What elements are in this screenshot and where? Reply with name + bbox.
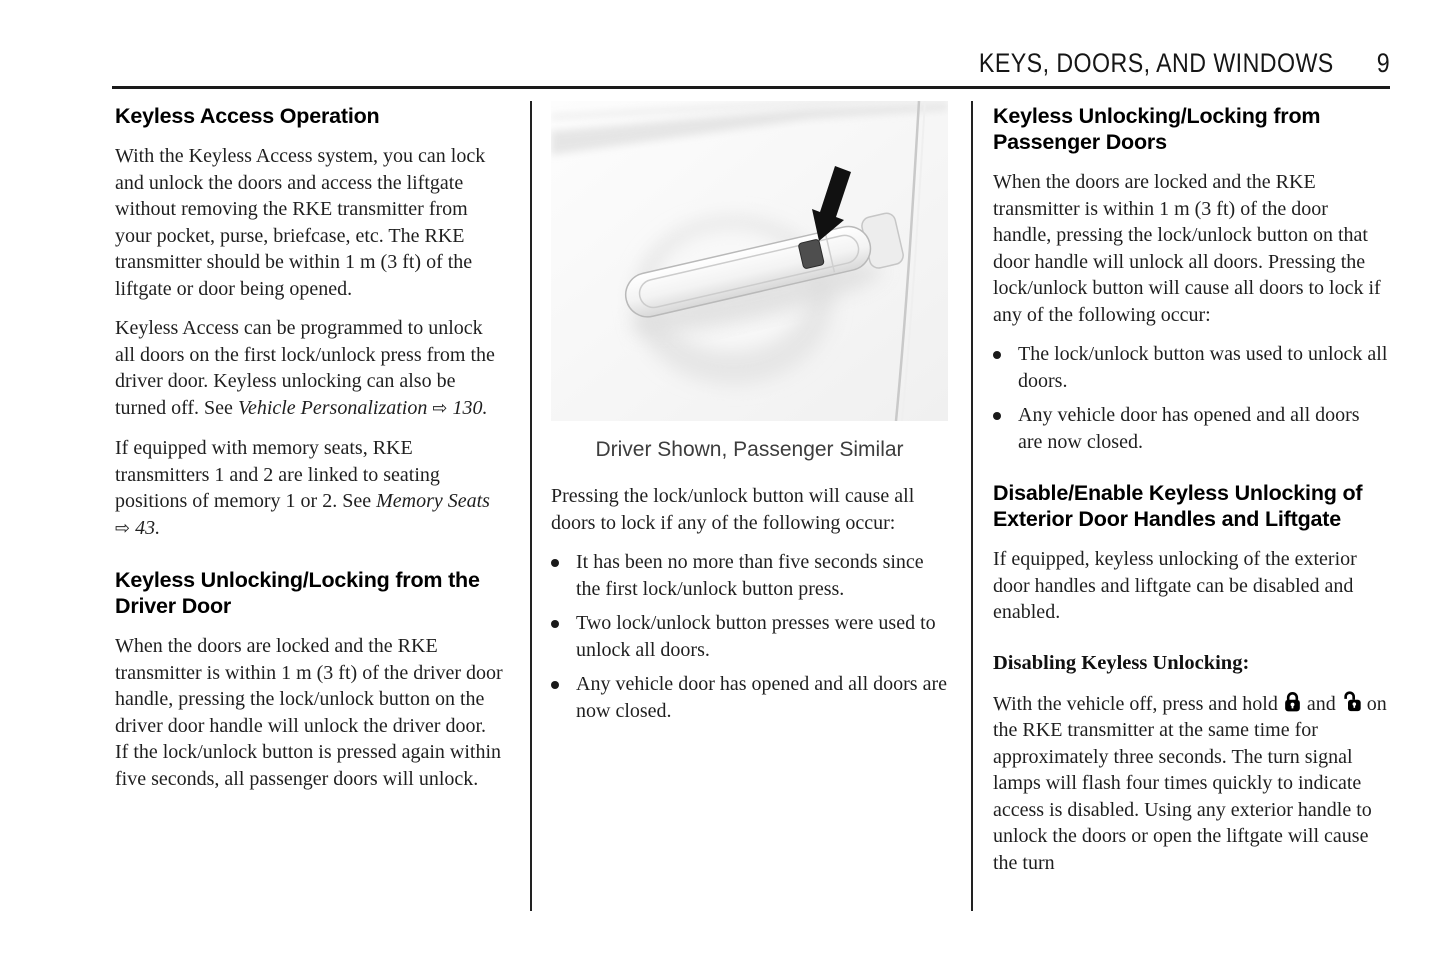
paragraph-text: If equipped with memory seats, RKE transmitters 1 and 2 are linked to seating positions of memory 1 or 2. See <box>115 437 440 512</box>
paragraph: When the doors are locked and the RKE transmitter is within 1 m (3 ft) of the door handle, pressing the lock/unlock button on that door handle will unlock all doors. Pressing the lock/unlock button will cause all doors to lock if any of the following occur: <box>993 171 1381 326</box>
figure-caption: Driver Shown, Passenger Similar <box>595 437 904 461</box>
list-item <box>551 549 948 602</box>
reference-arrow-icon: ⇨ <box>432 397 448 419</box>
page-number: 9 <box>1376 48 1390 78</box>
section-heading: Keyless Unlocking/Locking from Passenger Doors <box>993 104 1321 154</box>
padlock-open-icon <box>1341 690 1362 713</box>
paragraph-text: Keyless Access can be programmed to unlock all doors on the first lock/unlock press from the driver door. Keyless unlocking can also be turned off. See <box>115 317 495 419</box>
paragraph: Pressing the lock/unlock button will cause all doors to lock if any of the following occur: <box>551 485 915 534</box>
paragraph: When the doors are locked and the RKE transmitter is within 1 m (3 ft) of the driver door handle, pressing the lock/unlock button on the driver door handle will unlock the driver door. If the lock/unlock button is pressed again within five seconds, all passenger doors will unlock. <box>115 635 503 790</box>
page-header <box>112 0 1390 89</box>
bullet-icon <box>551 559 559 567</box>
section-heading: Keyless Access Operation <box>115 104 380 128</box>
paragraph-text: With the vehicle off, press and hold <box>993 692 1278 715</box>
column-right <box>993 101 1388 889</box>
bullet-list <box>993 341 1388 455</box>
list-item-text: It has been no more than five seconds since the first lock/unlock button press. <box>576 551 924 600</box>
bullet-icon <box>551 681 559 689</box>
section-heading: Disable/Enable Keyless Unlocking of Exterior Door Handles and Liftgate <box>993 481 1363 531</box>
column-divider <box>530 101 532 911</box>
cross-reference: Memory Seats <box>376 490 490 512</box>
paragraph: With the Keyless Access system, you can lock and unlock the doors and access the liftgate without removing the RKE transmitter from your pocket, purse, briefcase, etc. The RKE transmitter should be within 1 m (3 ft) of the liftgate or door being opened. <box>115 145 486 300</box>
padlock-closed-icon <box>1283 690 1302 713</box>
chapter-title: KEYS, DOORS, AND WINDOWS <box>978 48 1334 78</box>
reference-page: 130. <box>452 396 488 419</box>
list-item-text: Two lock/unlock button presses were used to unlock all doors. <box>576 612 936 661</box>
bullet-icon <box>993 412 1001 420</box>
bullet-icon <box>993 351 1001 359</box>
subsection-heading: Disabling Keyless Unlocking: <box>993 651 1250 674</box>
reference-page: 43. <box>135 516 161 539</box>
door-handle-illustration <box>551 101 948 421</box>
header-rule <box>112 86 1390 89</box>
list-item-text: Any vehicle door has opened and all doors are now closed. <box>1018 404 1360 453</box>
list-item <box>993 341 1388 394</box>
content-columns <box>115 101 1445 911</box>
paragraph <box>115 315 503 422</box>
column-middle <box>551 101 948 732</box>
cross-reference: Vehicle Personalization <box>237 396 428 419</box>
column-divider <box>971 101 973 911</box>
reference-arrow-icon: ⇨ <box>115 517 131 539</box>
paragraph-text: and <box>1306 692 1336 715</box>
list-item <box>551 610 948 663</box>
paragraph-text: on the RKE transmitter at the same time for approximately three seconds. The turn signal lamps will flash four times quickly to indicate access is disabled. Using any exterior handle to unlock the doors or open the liftgate will cause the turn <box>993 692 1387 874</box>
bullet-list <box>551 549 948 724</box>
door-handle-figure <box>551 101 948 463</box>
column-left <box>115 101 503 805</box>
paragraph <box>993 690 1388 877</box>
list-item-text: Any vehicle door has opened and all doors are now closed. <box>576 673 947 722</box>
bullet-icon <box>551 620 559 628</box>
section-heading: Keyless Unlocking/Locking from the Driver Door <box>115 568 480 618</box>
list-item <box>551 671 948 724</box>
list-item-text: The lock/unlock button was used to unlock all doors. <box>1018 343 1388 392</box>
paragraph <box>115 435 503 542</box>
list-item <box>993 402 1388 455</box>
paragraph: If equipped, keyless unlocking of the exterior door handles and liftgate can be disabled and enabled. <box>993 548 1357 623</box>
